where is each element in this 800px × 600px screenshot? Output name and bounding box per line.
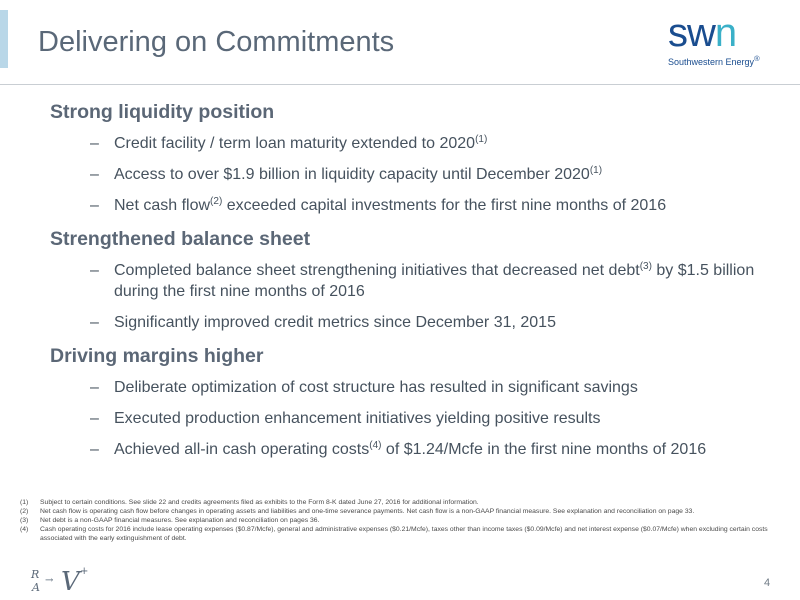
- logo-letter-r: R: [31, 568, 40, 581]
- bullet-item: [50, 260, 780, 302]
- logo-plus: +: [80, 566, 89, 577]
- logo-subtitle-text: Southwestern Energy: [668, 57, 755, 67]
- bullet-dash: –: [90, 197, 99, 214]
- logo-trademark: ®: [754, 54, 760, 63]
- logo-wordmark: [668, 11, 776, 55]
- bullet-dash: –: [90, 262, 99, 279]
- bullet-item: [50, 408, 780, 429]
- bullet-content: [50, 99, 780, 470]
- footnote: [20, 525, 780, 543]
- footnote-text: Cash operating costs for 2016 include lease operating expenses ($0.87/Mcfe), general and administrative expenses ($0.21/Mcfe), taxes other than income taxes ($0.09/Mcfe) and net interest expense ($0.07/Mcfe) when excluding certain costs associated with the early extinguishment of debt.: [40, 526, 768, 542]
- section-heading-margins: Driving margins higher: [50, 345, 264, 367]
- footnote-number: (1): [20, 499, 29, 506]
- logo-wordmark-accent: n: [714, 11, 737, 55]
- bullet-text: Deliberate optimization of cost structure has resulted in significant savings: [114, 379, 638, 396]
- footnote-ref: (4): [369, 440, 382, 451]
- bullet-item: [50, 133, 780, 154]
- footnote-ref: (2): [210, 196, 223, 207]
- bullet-list-balance-sheet: [50, 260, 780, 333]
- footnote-ref: (3): [639, 261, 652, 272]
- footnote-text: Net debt is a non-GAAP financial measures. See explanation and reconciliation on pages 36.: [40, 517, 320, 524]
- rav-plus-logo: [28, 566, 94, 596]
- logo-letter-a: A: [32, 581, 40, 594]
- footnote-number: (2): [20, 508, 29, 515]
- arrow-right-icon: →: [45, 575, 54, 586]
- bullet-item: [50, 195, 780, 216]
- page-title: Delivering on Commitments: [38, 26, 395, 58]
- bullet-dash: –: [90, 441, 99, 458]
- bullet-text: Credit facility / term loan maturity extended to 2020: [114, 135, 476, 152]
- bullet-item: [50, 164, 780, 185]
- bullet-item: [50, 439, 780, 460]
- footnote-ref: (1): [589, 165, 603, 176]
- bullet-text-start: Net cash flow: [114, 197, 211, 214]
- company-logo: [668, 11, 776, 67]
- bullet-text-start: Achieved all-in cash operating costs: [114, 441, 370, 458]
- header-divider: [0, 84, 800, 85]
- page-number: 4: [764, 577, 771, 589]
- footnote: [20, 516, 780, 525]
- bullet-dash: –: [90, 379, 99, 396]
- title-accent-bar: [0, 10, 8, 68]
- bullet-text: Access to over $1.9 billion in liquidity capacity until December 2020: [114, 166, 590, 183]
- footnote-text: Subject to certain conditions. See slide 22 and credits agreements filed as exhibits to the Form 8-K dated June 27, 2016 for additional information.: [40, 499, 479, 506]
- logo-letter-v: V: [61, 567, 80, 597]
- section-heading-liquidity: Strong liquidity position: [50, 101, 275, 123]
- bullet-dash: –: [90, 314, 99, 331]
- bullet-item: [50, 312, 780, 333]
- logo-subtitle: [668, 54, 776, 67]
- bullet-text-end: of $1.24/Mcfe in the first nine months of 2016: [381, 441, 707, 458]
- bullet-dash: –: [90, 166, 99, 183]
- bullet-list-margins: [50, 377, 780, 460]
- bullet-text-end: exceeded capital investments for the first nine months of 2016: [222, 197, 667, 214]
- footnote-ref: (1): [475, 134, 488, 145]
- footnote-number: (4): [20, 526, 29, 533]
- bullet-list-liquidity: [50, 133, 780, 216]
- footnote: [20, 498, 780, 507]
- bullet-text: Executed production enhancement initiatives yielding positive results: [114, 410, 601, 427]
- bullet-item: [50, 377, 780, 398]
- footnote-text: Net cash flow is operating cash flow before changes in operating assets and liabilities and one-time severance payments. Net cash flow is a non-GAAP financial measure. See explanation and reconciliation on page 33.: [40, 508, 695, 515]
- bullet-text: Significantly improved credit metrics since December 31, 2015: [114, 314, 556, 331]
- bullet-dash: –: [90, 135, 99, 152]
- footnote-number: (3): [20, 517, 29, 524]
- logo-wordmark-main: sw: [668, 11, 715, 55]
- section-heading-balance-sheet: Strengthened balance sheet: [50, 228, 311, 250]
- footnotes: [20, 498, 780, 543]
- bullet-dash: –: [90, 410, 99, 427]
- bullet-text-start: Completed balance sheet strengthening initiatives that decreased net debt: [114, 262, 640, 279]
- bullet-text-end: by $1.5 billion during the first nine months of 2016: [114, 262, 755, 300]
- footnote: [20, 507, 780, 516]
